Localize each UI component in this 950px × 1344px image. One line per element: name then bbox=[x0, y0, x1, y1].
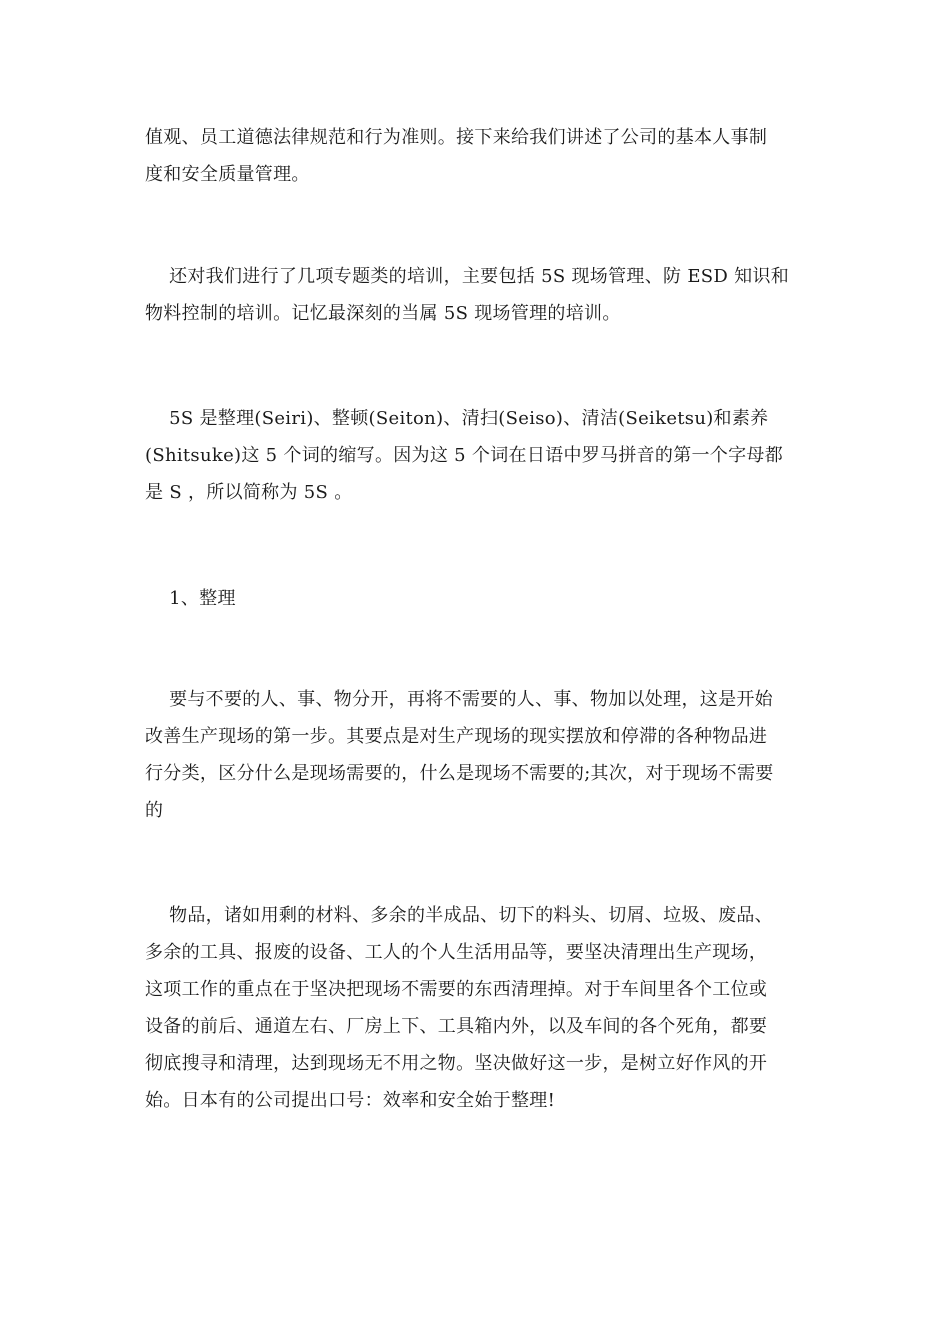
text-line: 度和安全质量管理。 bbox=[145, 164, 310, 185]
text-line: (Shitsuke)这 5 个词的缩写。因为这 5 个词在日语中罗马拼音的第一个字母都 bbox=[145, 445, 784, 466]
text-line: 这项工作的重点在于坚决把现场不需要的东西清理掉。对于车间里各个工位或 bbox=[145, 979, 768, 1000]
text-line: 物品，诸如用剩的材料、多余的半成品、切下的料头、切屑、垃圾、废品、 bbox=[145, 905, 773, 926]
text-line: 设备的前后、通道左右、厂房上下、工具箱内外，以及车间的各个死角，都要 bbox=[145, 1016, 768, 1037]
paragraph-special-training bbox=[145, 258, 810, 332]
text-line: 1、整理 bbox=[145, 588, 236, 609]
text-line: 要与不要的人、事、物分开，再将不需要的人、事、物加以处理，这是开始 bbox=[145, 689, 773, 710]
text-line: 的 bbox=[145, 800, 164, 821]
text-line: 彻底搜寻和清理，达到现场无不用之物。坚决做好这一步，是树立好作风的开 bbox=[145, 1053, 768, 1074]
text-line: 物料控制的培训。记忆最深刻的当属 5S 现场管理的培训。 bbox=[145, 303, 621, 324]
paragraph-values-and-rules bbox=[145, 119, 810, 193]
text-line: 行分类，区分什么是现场需要的，什么是现场不需要的;其次，对于现场不需要 bbox=[145, 763, 774, 784]
text-line: 值观、员工道德法律规范和行为准则。接下来给我们讲述了公司的基本人事制 bbox=[145, 127, 768, 148]
text-line: 多余的工具、报废的设备、工人的个人生活用品等，要坚决清理出生产现场， bbox=[145, 942, 768, 963]
text-line: 是 S ，所以简称为 5S 。 bbox=[145, 482, 353, 503]
paragraph-5s-definition bbox=[145, 400, 810, 511]
text-line: 改善生产现场的第一步。其要点是对生产现场的现实摆放和停滞的各种物品进 bbox=[145, 726, 768, 747]
section-heading-seiri bbox=[145, 580, 810, 617]
text-line: 还对我们进行了几项专题类的培训，主要包括 5S 现场管理、防 ESD 知识和 bbox=[145, 266, 790, 287]
text-line: 5S 是整理(Seiri)、整顿(Seiton)、清扫(Seiso)、清洁(Seiketsu)和素养 bbox=[145, 408, 769, 429]
paragraph-seiri-sorting bbox=[145, 681, 810, 829]
text-line: 始。日本有的公司提出口号：效率和安全始于整理! bbox=[145, 1090, 556, 1111]
paragraph-seiri-clearing bbox=[145, 897, 810, 1119]
